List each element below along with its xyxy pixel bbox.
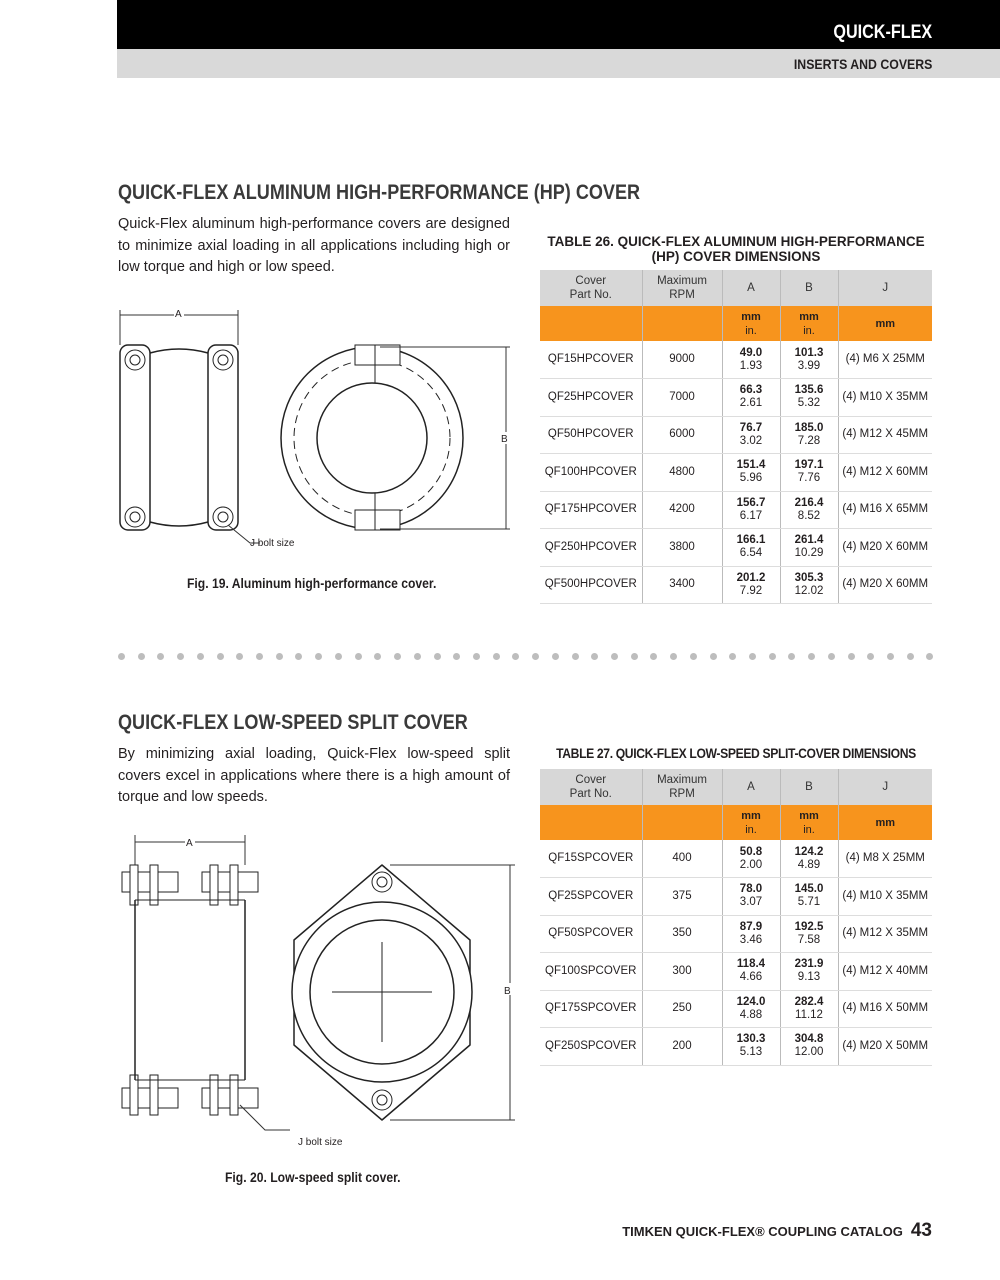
value-mm: 304.8 xyxy=(794,1033,824,1046)
divider-dot xyxy=(631,653,638,660)
table-cell: 350 xyxy=(642,915,722,953)
value-in: 3.99 xyxy=(797,359,821,372)
table-cell xyxy=(722,341,780,379)
table-26-title: TABLE 26. QUICK-FLEX ALUMINUM HIGH-PERFORMANCE (HP) COVER DIMENSIONS xyxy=(547,234,925,264)
table-26 xyxy=(540,270,932,604)
value-in: 8.52 xyxy=(797,509,821,522)
divider-dot xyxy=(512,653,519,660)
value-mm: 101.3 xyxy=(794,346,824,359)
value-mm: 282.4 xyxy=(794,995,824,1008)
header-text: RPM xyxy=(669,289,695,301)
divider-dot xyxy=(374,653,381,660)
value-mm: 124.2 xyxy=(794,845,824,858)
j-bolt-label: J bolt size xyxy=(298,1137,343,1148)
divider-dot xyxy=(355,653,362,660)
table-cell: QF15SPCOVER xyxy=(540,840,642,878)
value-mm: 156.7 xyxy=(736,496,766,509)
unit-label: in. xyxy=(745,823,757,836)
table-cell xyxy=(780,840,838,878)
table-cell: (4) M8 X 25MM xyxy=(838,840,932,878)
value-mm: 130.3 xyxy=(736,1033,766,1046)
value-mm: 192.5 xyxy=(794,920,824,933)
page-number: 43 xyxy=(910,1220,932,1241)
value-in: 2.61 xyxy=(739,397,763,410)
split-cover-title: QUICK-FLEX LOW-SPEED SPLIT COVER xyxy=(118,711,468,734)
table-27 xyxy=(540,769,932,1066)
table-row xyxy=(540,491,932,529)
value-mm: 201.2 xyxy=(736,571,766,584)
divider-dot xyxy=(453,653,460,660)
table-cell: 9000 xyxy=(642,341,722,379)
header-text: RPM xyxy=(669,788,695,800)
value-mm: 50.8 xyxy=(739,845,763,858)
column-header xyxy=(540,270,642,306)
footer xyxy=(622,1220,932,1242)
section-title: QUICK-FLEX xyxy=(833,22,932,43)
table-cell: QF25SPCOVER xyxy=(540,878,642,916)
divider-dot xyxy=(335,653,342,660)
table-row xyxy=(540,454,932,492)
table-cell xyxy=(722,915,780,953)
header-text: B xyxy=(805,781,813,793)
unit-label: in. xyxy=(803,324,815,337)
unit-cell xyxy=(838,805,932,840)
divider-dot xyxy=(394,653,401,660)
dim-a-label: A xyxy=(175,309,182,320)
value-in: 3.07 xyxy=(739,896,763,909)
value-in: 7.28 xyxy=(797,434,821,447)
column-header xyxy=(722,270,780,306)
divider-dot xyxy=(177,653,184,660)
table-cell xyxy=(722,529,780,567)
table-cell: QF50SPCOVER xyxy=(540,915,642,953)
table-cell: 375 xyxy=(642,878,722,916)
subsection-title: INSERTS AND COVERS xyxy=(793,56,932,72)
divider-dot xyxy=(749,653,756,660)
header-text: J xyxy=(882,781,889,793)
value-mm: 166.1 xyxy=(736,534,766,547)
divider-dot xyxy=(414,653,421,660)
table-row xyxy=(540,379,932,417)
table-row xyxy=(540,566,932,604)
unit-cell xyxy=(540,805,642,840)
table-cell: (4) M16 X 50MM xyxy=(838,990,932,1028)
header-row xyxy=(540,769,932,805)
table-cell xyxy=(780,416,838,454)
divider-dot xyxy=(828,653,835,660)
value-in: 12.02 xyxy=(794,584,824,597)
divider-dot xyxy=(926,653,933,660)
value-mm: 87.9 xyxy=(739,920,763,933)
value-mm: 135.6 xyxy=(794,384,824,397)
divider-dot xyxy=(138,653,145,660)
table-cell: QF15HPCOVER xyxy=(540,341,642,379)
header-text: J xyxy=(882,282,889,294)
table-cell: 400 xyxy=(642,840,722,878)
unit-label: mm xyxy=(741,310,761,323)
table-cell xyxy=(722,840,780,878)
divider-dot xyxy=(217,653,224,660)
divider-dot xyxy=(887,653,894,660)
divider-dot xyxy=(650,653,657,660)
header-text: A xyxy=(747,282,755,294)
value-in: 3.02 xyxy=(739,434,763,447)
unit-label: mm xyxy=(799,809,819,822)
value-in: 10.29 xyxy=(794,547,824,560)
divider-dot xyxy=(256,653,263,660)
value-in: 5.96 xyxy=(739,472,763,485)
divider-dot xyxy=(769,653,776,660)
table-cell xyxy=(722,566,780,604)
table-cell: 200 xyxy=(642,1028,722,1066)
divider-dot xyxy=(434,653,441,660)
table-cell xyxy=(780,878,838,916)
table-row xyxy=(540,840,932,878)
header-bar xyxy=(117,0,1000,49)
value-mm: 231.9 xyxy=(794,958,824,971)
table-cell: 7000 xyxy=(642,379,722,417)
value-mm: 49.0 xyxy=(739,346,763,359)
value-mm: 151.4 xyxy=(736,459,766,472)
divider-dot xyxy=(295,653,302,660)
value-mm: 305.3 xyxy=(794,571,824,584)
unit-cell xyxy=(540,306,642,341)
header-text: A xyxy=(747,781,755,793)
split-cover-description: By minimizing axial loading, Quick-Flex low-speed split covers excel in applications where there is a high amount of torque and low speeds. xyxy=(118,746,510,805)
value-in: 3.46 xyxy=(739,933,763,946)
table-cell xyxy=(780,454,838,492)
table-cell xyxy=(780,953,838,991)
divider-dot xyxy=(848,653,855,660)
divider-dot xyxy=(552,653,559,660)
fig-20-caption: Fig. 20. Low-speed split cover. xyxy=(225,1170,401,1185)
units-row xyxy=(540,805,932,840)
table-cell: 3800 xyxy=(642,529,722,567)
hp-cover-description: Quick-Flex aluminum high-performance covers are designed to minimize axial loading in all applications including high or low torque and high or low speed. xyxy=(118,216,510,275)
table-cell: QF100HPCOVER xyxy=(540,454,642,492)
value-in: 11.12 xyxy=(795,1008,823,1021)
unit-cell xyxy=(780,306,838,341)
table-row xyxy=(540,915,932,953)
column-header xyxy=(540,769,642,805)
value-in: 4.66 xyxy=(739,971,763,984)
column-header xyxy=(838,270,932,306)
table-cell: QF500HPCOVER xyxy=(540,566,642,604)
divider-dot xyxy=(867,653,874,660)
table-cell: QF100SPCOVER xyxy=(540,953,642,991)
value-in: 4.88 xyxy=(739,1008,763,1021)
header-text: Part No. xyxy=(569,788,612,800)
table-cell xyxy=(722,491,780,529)
section-divider xyxy=(118,653,934,661)
table-cell: 300 xyxy=(642,953,722,991)
column-header xyxy=(780,270,838,306)
column-header xyxy=(642,270,722,306)
divider-dot xyxy=(118,653,125,660)
table-cell: (4) M12 X 60MM xyxy=(838,454,932,492)
table-cell xyxy=(722,878,780,916)
fig-19-caption: Fig. 19. Aluminum high-performance cover. xyxy=(187,576,437,591)
value-in: 12.00 xyxy=(794,1046,824,1059)
divider-dot xyxy=(276,653,283,660)
unit-label: mm xyxy=(875,317,896,330)
unit-label: mm xyxy=(741,809,761,822)
column-header xyxy=(642,769,722,805)
value-in: 9.13 xyxy=(797,971,821,984)
table-cell: QF175SPCOVER xyxy=(540,990,642,1028)
header-text: Part No. xyxy=(569,289,612,301)
value-mm: 185.0 xyxy=(794,421,824,434)
units-row xyxy=(540,306,932,341)
value-mm: 197.1 xyxy=(794,459,824,472)
table-cell: (4) M10 X 35MM xyxy=(838,379,932,417)
table-row xyxy=(540,416,932,454)
table-cell: 3400 xyxy=(642,566,722,604)
table-cell xyxy=(722,1028,780,1066)
divider-dot xyxy=(611,653,618,660)
value-in: 5.32 xyxy=(797,397,821,410)
table-cell xyxy=(780,990,838,1028)
table-cell: (4) M20 X 50MM xyxy=(838,1028,932,1066)
divider-dot xyxy=(473,653,480,660)
unit-cell xyxy=(722,306,780,341)
table-row xyxy=(540,529,932,567)
table-cell: QF175HPCOVER xyxy=(540,491,642,529)
table-row xyxy=(540,990,932,1028)
value-mm: 66.3 xyxy=(739,384,763,397)
table-cell xyxy=(780,491,838,529)
table-cell: (4) M12 X 45MM xyxy=(838,416,932,454)
divider-dot xyxy=(808,653,815,660)
table-cell: (4) M12 X 35MM xyxy=(838,915,932,953)
table-cell: 6000 xyxy=(642,416,722,454)
value-in: 7.58 xyxy=(797,933,821,946)
table-cell xyxy=(722,416,780,454)
table-cell xyxy=(780,1028,838,1066)
table-cell xyxy=(780,529,838,567)
header-row xyxy=(540,270,932,306)
divider-dot xyxy=(493,653,500,660)
unit-cell xyxy=(642,306,722,341)
table-cell: (4) M10 X 35MM xyxy=(838,878,932,916)
unit-cell xyxy=(838,306,932,341)
j-bolt-label: J bolt size xyxy=(250,538,295,549)
dim-a-label: A xyxy=(186,838,193,849)
catalog-name: TIMKEN QUICK-FLEX® COUPLING CATALOG xyxy=(622,1224,903,1239)
table-row xyxy=(540,878,932,916)
table-cell: (4) M20 X 60MM xyxy=(838,529,932,567)
table-cell: QF250HPCOVER xyxy=(540,529,642,567)
value-in: 7.92 xyxy=(739,584,763,597)
value-in: 2.00 xyxy=(739,858,763,871)
unit-label: mm xyxy=(799,310,819,323)
table-row xyxy=(540,1028,932,1066)
table-row xyxy=(540,953,932,991)
divider-dot xyxy=(670,653,677,660)
header-text: Cover xyxy=(575,275,607,287)
value-mm: 216.4 xyxy=(794,496,824,509)
divider-dot xyxy=(591,653,598,660)
value-in: 7.76 xyxy=(797,472,821,485)
header-text: Cover xyxy=(575,774,607,786)
table-cell: 4200 xyxy=(642,491,722,529)
unit-cell xyxy=(780,805,838,840)
table-cell xyxy=(722,454,780,492)
table-cell: 250 xyxy=(642,990,722,1028)
divider-dot xyxy=(236,653,243,660)
value-mm: 78.0 xyxy=(739,883,763,896)
subheader-bar xyxy=(117,49,1000,78)
divider-dot xyxy=(572,653,579,660)
table-27-title: TABLE 27. QUICK-FLEX LOW-SPEED SPLIT-COVER DIMENSIONS xyxy=(556,746,916,761)
unit-cell xyxy=(642,805,722,840)
table-cell: (4) M12 X 40MM xyxy=(838,953,932,991)
value-in: 6.17 xyxy=(739,509,763,522)
value-in: 1.93 xyxy=(739,359,763,372)
unit-cell xyxy=(722,805,780,840)
table-cell xyxy=(780,915,838,953)
dim-b-label: B xyxy=(501,434,508,445)
table-cell xyxy=(722,990,780,1028)
divider-dot xyxy=(710,653,717,660)
divider-dot xyxy=(315,653,322,660)
column-header xyxy=(780,769,838,805)
table-cell xyxy=(722,379,780,417)
divider-dot xyxy=(788,653,795,660)
divider-dot xyxy=(907,653,914,660)
header-text: B xyxy=(805,282,813,294)
unit-label: mm xyxy=(875,816,896,829)
divider-dot xyxy=(690,653,697,660)
value-in: 6.54 xyxy=(739,547,763,560)
value-mm: 76.7 xyxy=(739,421,763,434)
value-mm: 124.0 xyxy=(736,995,766,1008)
unit-label: in. xyxy=(745,324,757,337)
table-cell: QF250SPCOVER xyxy=(540,1028,642,1066)
header-text: Maximum xyxy=(657,774,707,786)
column-header xyxy=(722,769,780,805)
value-in: 4.89 xyxy=(797,858,821,871)
table-cell: QF25HPCOVER xyxy=(540,379,642,417)
table-cell: (4) M6 X 25MM xyxy=(838,341,932,379)
divider-dot xyxy=(729,653,736,660)
divider-dot xyxy=(157,653,164,660)
hp-cover-title: QUICK-FLEX ALUMINUM HIGH-PERFORMANCE (HP) COVER xyxy=(118,181,641,204)
dim-b-label: B xyxy=(504,986,511,997)
column-header xyxy=(838,769,932,805)
table-cell xyxy=(780,566,838,604)
divider-dot xyxy=(532,653,539,660)
unit-label: in. xyxy=(803,823,815,836)
value-mm: 261.4 xyxy=(794,534,824,547)
table-cell: (4) M16 X 65MM xyxy=(838,491,932,529)
hp-cover-diagram xyxy=(110,305,530,555)
value-mm: 145.0 xyxy=(794,883,824,896)
value-mm: 118.4 xyxy=(736,958,766,971)
table-cell xyxy=(780,341,838,379)
table-cell: QF50HPCOVER xyxy=(540,416,642,454)
table-cell xyxy=(722,953,780,991)
split-cover-diagram xyxy=(110,830,530,1150)
table-cell xyxy=(780,379,838,417)
value-in: 5.71 xyxy=(797,896,821,909)
table-cell: (4) M20 X 60MM xyxy=(838,566,932,604)
value-in: 5.13 xyxy=(739,1046,763,1059)
divider-dot xyxy=(197,653,204,660)
table-cell: 4800 xyxy=(642,454,722,492)
header-text: Maximum xyxy=(657,275,707,287)
table-row xyxy=(540,341,932,379)
